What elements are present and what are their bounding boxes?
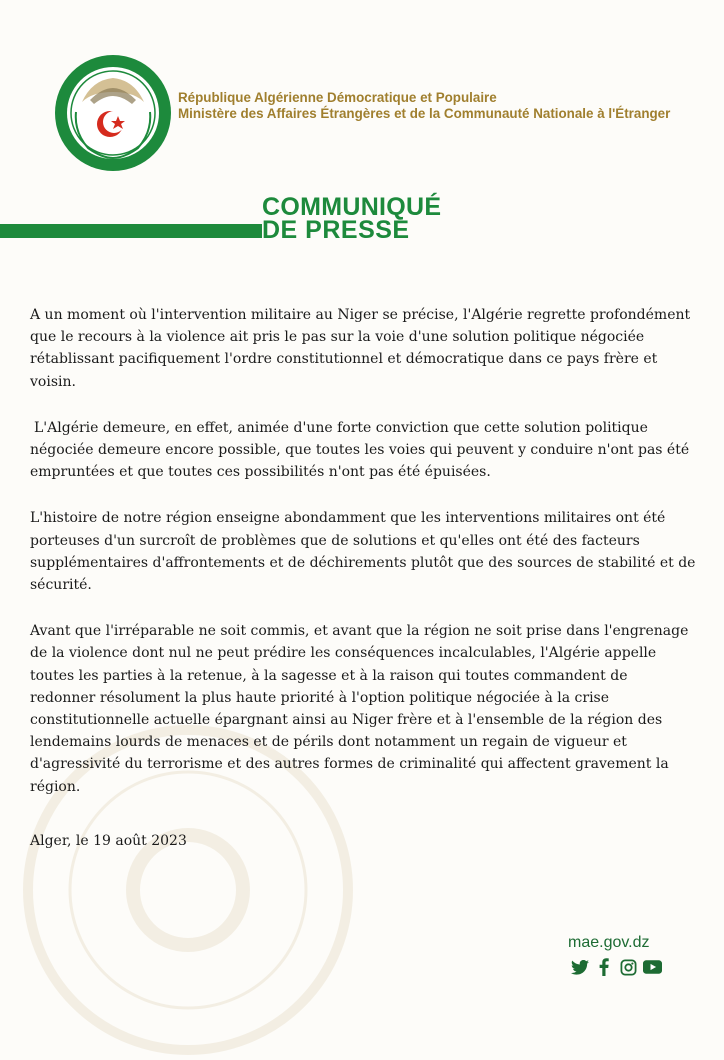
title-line1: COMMUNIQUÉ xyxy=(262,193,442,221)
youtube-icon[interactable] xyxy=(642,958,662,976)
communique-body xyxy=(30,304,696,822)
title-bar xyxy=(0,224,262,238)
website-link[interactable]: mae.gov.dz xyxy=(568,934,650,951)
instagram-icon[interactable] xyxy=(618,958,638,976)
org-name-line1: République Algérienne Démocratique et Populaire xyxy=(178,90,497,105)
twitter-icon[interactable] xyxy=(570,958,590,976)
paragraph-2: L'Algérie demeure, en effet, animée d'une forte conviction que cette solution politique négociée demeure encore possible, que toutes les voies qui peuvent y conduire n'ont pas été empruntées et que toutes ces possibilités n'ont pas été épuisées. xyxy=(30,419,690,481)
org-name-line2: Ministère des Affaires Étrangères et de la Communauté Nationale à l'Étranger xyxy=(178,106,671,121)
paragraph-3: L'histoire de notre région enseigne abondamment que les interventions militaires ont été porteuses d'un surcroît de problèmes que de solutions et qu'elles ont été des facteurs supplémentaires d'affrontements et de déchirements plutôt que des sources de stabilité et de sécurité. xyxy=(30,510,696,594)
ministry-logo xyxy=(52,52,174,174)
facebook-icon[interactable] xyxy=(594,958,614,976)
press-release-title xyxy=(262,193,442,244)
social-icons xyxy=(570,958,662,976)
paragraph-1: A un moment où l'intervention militaire au Niger se précise, l'Algérie regrette profondément que le recours à la violence ait pris le pas sur la voie d'une solution politique négociée rétablissant pacifiquement l'ordre constitutionnel et démocratique dans ce pays frère et voisin. xyxy=(30,307,691,390)
title-line2: DE PRESSE xyxy=(262,216,410,244)
paragraph-4: Avant que l'irréparable ne soit commis, et avant que la région ne soit prise dans l'engrenage de la violence dont nul ne peut prédire les conséquences incalculables, l'Algérie appelle toutes les parties à la retenue, à la sagesse et à la raison qui toutes commandent de redonner résolument la plus haute priorité à l'option politique négociée à la crise constitutionnelle actuelle épargnant ainsi au Niger frère et à l'ensemble de la région des lendemains lourds de menaces et de périls dont notamment un regain de vigueur et d'agressivité du terrorisme et des autres formes de criminalité qui affectent gravement la région. xyxy=(30,623,689,795)
date-line: Alger, le 19 août 2023 xyxy=(30,833,187,849)
organization-header xyxy=(178,90,670,122)
